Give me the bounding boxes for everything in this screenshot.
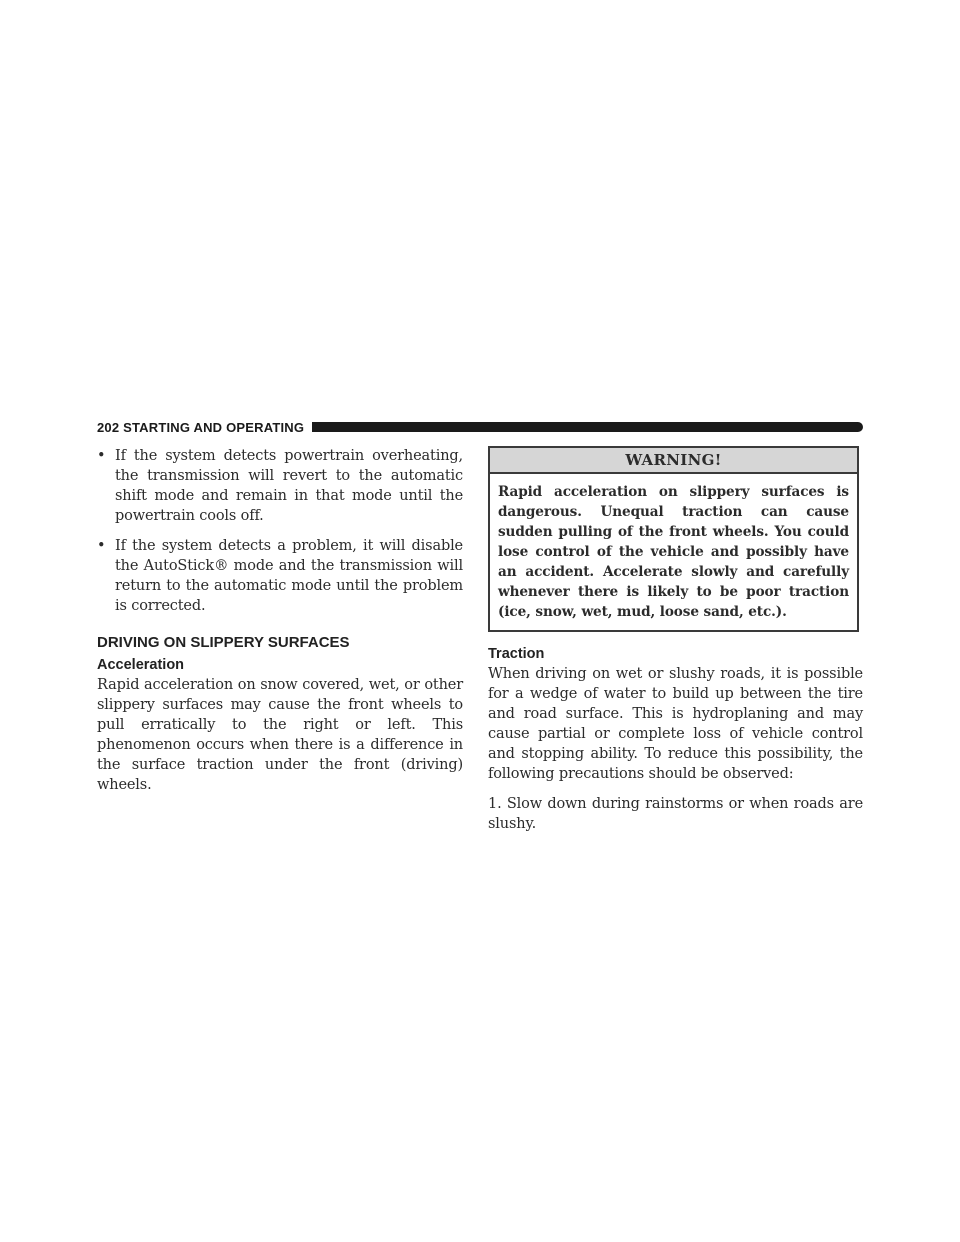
warning-title: WARNING! — [490, 448, 857, 474]
subheading-traction: Traction — [488, 646, 545, 662]
page-header — [97, 418, 863, 436]
traction-paragraph: When driving on wet or slushy roads, it is possible for a wedge of water to build up between the tire and road surface. This is hydroplaning and may cause partial or complete loss of vehicle control and stopping ability. To reduce this possibility, the following precautions should be observed: — [488, 666, 863, 782]
subheading-acceleration: Acceleration — [97, 657, 185, 673]
warning-text: Rapid acceleration on slippery surfaces is dangerous. Unequal traction can cause sudden pulling of the front wheels. You could lose control of the vehicle and possibly have an accident. Accelerate slowly and carefully whenever there is likely to be poor traction (ice, snow, wet, mud, loose sand, etc.). — [498, 484, 849, 620]
bullet-text: If the system detects powertrain overheating, the transmission will revert to the automatic shift mode and remain in that mode until the powertrain cools off. — [115, 448, 463, 524]
bullet-item — [97, 446, 463, 526]
bullet-text: If the system detects a problem, it will disable the AutoStick® mode and the transmission will return to the automatic mode until the problem is corrected. — [115, 538, 463, 614]
section-heading: DRIVING ON SLIPPERY SURFACES — [97, 634, 350, 651]
warning-box — [488, 446, 859, 632]
bullet-item — [97, 536, 463, 616]
header-rule — [312, 422, 863, 432]
numbered-item: 1. Slow down during rainstorms or when roads are slushy. — [488, 796, 863, 832]
bullet-icon: • — [97, 448, 106, 464]
acceleration-paragraph: Rapid acceleration on snow covered, wet, or other slippery surfaces may cause the front wheels to pull erratically to the right or left. This phenomenon occurs when there is a difference in the surface traction under the front (driving) wheels. — [97, 677, 463, 793]
page-number-section-title: 202 STARTING AND OPERATING — [97, 419, 305, 435]
left-column — [97, 446, 463, 795]
bullet-icon: • — [97, 538, 106, 554]
right-column — [488, 446, 863, 834]
